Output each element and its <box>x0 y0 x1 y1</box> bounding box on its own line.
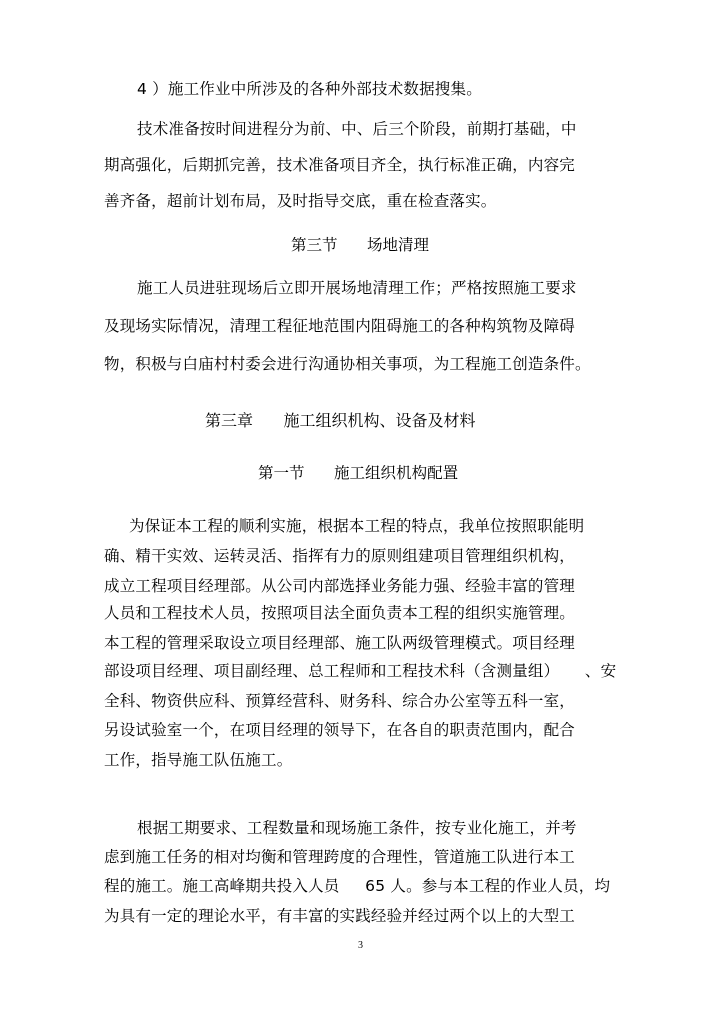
paragraph-line: 人员和工程技术人员，按照项目法全面负责本工程的组织实施管理。 <box>104 604 576 622</box>
paragraph-line: 部设项目经理、项目副经理、总工程师和工程技术科（含测量组） 、安 <box>104 662 617 680</box>
paragraph-line: 施工人员进驻现场后立即开展场地清理工作；严格按照施工要求 <box>137 279 577 297</box>
paragraph-line: 为具有一定的理论水平，有丰富的实践经验并经过两个以上的大型工 <box>104 907 576 925</box>
paragraph-line: 善齐备，超前计划布局，及时指导交底，重在检查落实。 <box>104 192 497 210</box>
paragraph-line: 期高强化，后期抓完善，技术准备项目齐全，执行标准正确，内容完 <box>104 156 576 174</box>
paragraph-line: 技术准备按时间进程分为前、中、后三个阶段，前期打基础，中 <box>137 120 577 138</box>
paragraph-line: 本工程的管理采取设立项目经理部、施工队两级管理模式。项目经理 <box>104 634 576 652</box>
section-heading: 第一节 施工组织机构配置 <box>258 464 459 482</box>
paragraph-line: 虑到施工任务的相对均衡和管理跨度的合理性，管道施工队进行本工 <box>104 848 576 866</box>
paragraph-line: 另设试验室一个，在项目经理的领导下，在各自的职责范围内，配合 <box>104 721 576 739</box>
section-heading: 第三节 场地清理 <box>291 236 430 254</box>
paragraph-line: 全科、物资供应科、预算经营科、财务科、综合办公室等五科一室， <box>104 692 576 710</box>
paragraph-line: 程的施工。施工高峰期共投入人员 65 人。参与本工程的作业人员，均 <box>104 877 611 895</box>
paragraph-line: 物，积极与白庙村村委会进行沟通协相关事项，为工程施工创造条件。 <box>104 355 591 373</box>
list-item-4: 4 ）施工作业中所涉及的各种外部技术数据搜集。 <box>137 80 482 98</box>
page-number: 3 <box>358 940 363 951</box>
paragraph-line: 确、精干实效、运转灵活、指挥有力的原则组建项目管理组织机构， <box>104 547 576 565</box>
paragraph-line: 成立工程项目经理部。从公司内部选择业务能力强、经验丰富的管理 <box>104 577 576 595</box>
paragraph-line: 工作，指导施工队伍施工。 <box>104 751 293 769</box>
paragraph-line: 根据工期要求、工程数量和现场施工条件，按专业化施工，并考 <box>137 819 577 837</box>
paragraph-line: 及现场实际情况，清理工程征地范围内阻碍施工的各种构筑物及障碍 <box>104 317 576 335</box>
chapter-heading: 第三章 施工组织机构、设备及材料 <box>205 411 476 430</box>
paragraph-line: 为保证本工程的顺利实施，根据本工程的特点，我单位按照职能明 <box>129 517 585 535</box>
